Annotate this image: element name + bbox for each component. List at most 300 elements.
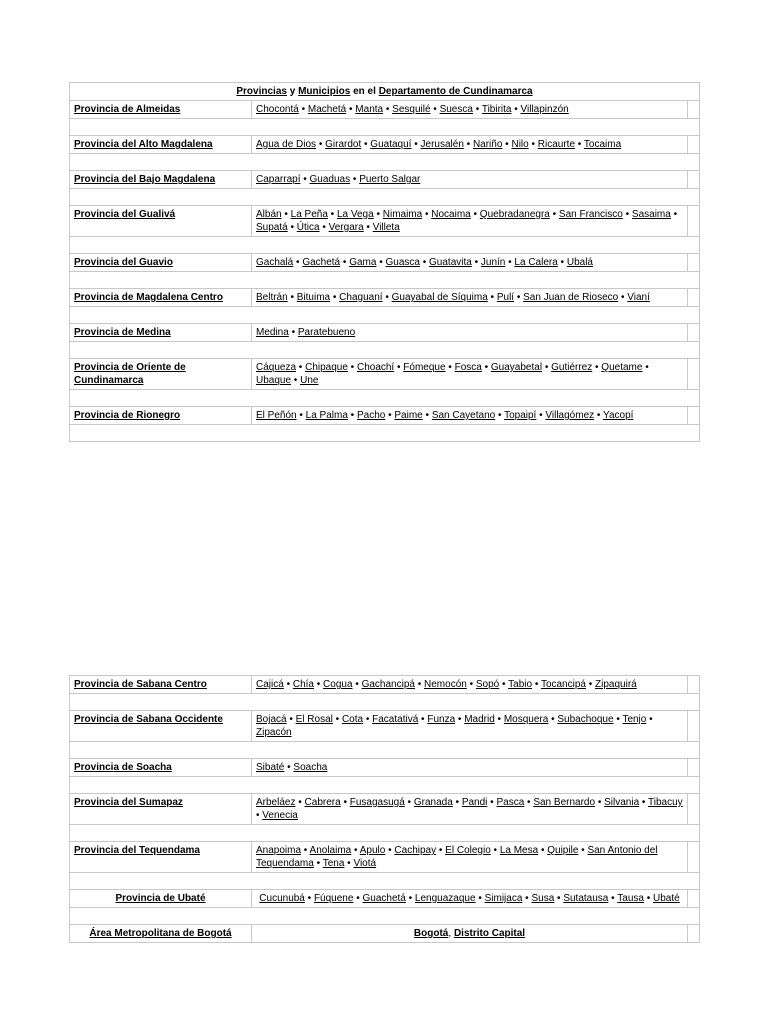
bullet-separator: • [594,410,604,421]
bullet-separator: • [295,797,305,808]
municipality-link-pandi[interactable]: Pandi [461,797,488,808]
bullet-separator: • [414,679,425,690]
bullet-separator: • [256,810,263,821]
municipality-link-guaduas[interactable]: Guaduas [309,174,351,185]
municipalities-cell [252,359,688,390]
municipality-link-sesquile[interactable]: Sesquilé [392,104,431,115]
bullet-separator: • [287,222,297,233]
municipalities-cell [252,407,688,425]
bullet-separator: • [340,257,350,268]
municipality-link-soacha[interactable]: Soacha [293,762,328,773]
municipalities-cell [252,842,688,873]
municipality-link-bituima[interactable]: Bituima [296,292,331,303]
municipality-link-la-vega[interactable]: La Vega [336,209,374,220]
bullet-separator: • [286,714,296,725]
spacer-row [70,742,700,759]
bullet-separator: • [316,139,326,150]
bullet-separator: • [670,209,678,220]
province-name-provincia-de-sabana-centro[interactable]: Provincia de Sabana Centro [70,676,252,694]
municipalities-cell [252,890,688,908]
spacer-row [70,307,700,324]
table-row [70,136,700,154]
empty-cell [688,890,700,908]
bullet-separator: • [404,797,414,808]
province-name-provincia-de-ubate[interactable]: Provincia de Ubaté [70,890,252,908]
municipality-link-cabrera[interactable]: Cabrera [304,797,341,808]
bullet-separator: • [313,858,323,869]
municipality-link-funza[interactable]: Funza [427,714,456,725]
empty-cell [688,759,700,777]
municipality-link-gutierrez[interactable]: Gutiérrez [551,362,593,373]
bullet-separator: • [300,174,310,185]
bullet-separator: • [304,893,314,904]
province-name-provincia-del-tequendama[interactable]: Provincia del Tequendama [70,842,252,873]
municipality-link-tocaima[interactable]: Tocaima [583,139,622,150]
municipality-link-venecia[interactable]: Venecia [262,810,298,821]
bullet-separator: • [445,362,455,373]
bullet-separator: • [472,104,482,115]
municipality-link-el-rosal[interactable]: El Rosal [295,714,333,725]
bullet-separator: • [502,139,512,150]
municipality-link-viota[interactable]: Viotá [353,858,377,869]
empty-cell [688,101,700,119]
municipality-link-yacopi[interactable]: Yacopí [603,410,634,421]
spacer-cell [70,119,700,136]
municipality-link-mosquera[interactable]: Mosquera [503,714,549,725]
municipality-link-junin[interactable]: Junín [480,257,506,268]
municipality-link-quetame[interactable]: Quetame [601,362,643,373]
table-row [70,359,700,390]
municipality-link-el-penon[interactable]: El Peñón [256,410,297,421]
municipality-link-san-cayetano[interactable]: San Cayetano [431,410,496,421]
bullet-separator: • [382,292,392,303]
municipality-link-villagomez[interactable]: Villagómez [545,410,595,421]
municipality-link-bogota[interactable]: Bogotá [413,928,449,939]
municipality-link-villeta[interactable]: Villeta [372,222,400,233]
municipality-link-simijaca[interactable]: Simijaca [484,893,523,904]
spacer-cell [70,425,700,442]
municipality-link-chipaque[interactable]: Chipaque [305,362,348,373]
bullet-separator: • [481,362,491,373]
municipality-link-jerusalen[interactable]: Jerusalén [420,139,464,150]
municipality-link-anolaima[interactable]: Anolaima [309,845,352,856]
bullet-separator: • [608,893,618,904]
bullet-separator: • [490,845,500,856]
municipality-link-facatativa[interactable]: Facatativá [372,714,419,725]
municipality-link-fomeque[interactable]: Fómeque [403,362,446,373]
municipality-link-tenjo[interactable]: Tenjo [622,714,647,725]
bullet-separator: • [524,797,534,808]
bullet-separator: • [283,679,293,690]
empty-cell [688,171,700,189]
municipality-link-vergara[interactable]: Vergara [328,222,364,233]
province-name-provincia-de-medina[interactable]: Provincia de Medina [70,324,252,342]
municipality-link-san-bernardo[interactable]: San Bernardo [533,797,596,808]
municipality-link-chia[interactable]: Chía [292,679,314,690]
bullet-separator: • [293,257,303,268]
empty-cell [688,324,700,342]
municipality-link-zipacon[interactable]: Zipacón [256,727,292,738]
bullet-separator: • [385,410,395,421]
municipality-link-cota[interactable]: Cota [341,714,364,725]
title-text-y: y [286,86,299,97]
spacer-cell [70,873,700,890]
municipalities-cell [252,324,688,342]
bullet-separator: • [595,797,605,808]
municipality-link-ricaurte[interactable]: Ricaurte [537,139,576,150]
province-name-provincia-de-oriente-de-cundinamarca[interactable]: Provincia de Oriente de Cundinamarca [70,359,252,390]
bullet-separator: • [373,209,383,220]
bullet-separator: • [422,209,432,220]
municipality-link-la-calera[interactable]: La Calera [514,257,558,268]
municipality-link-beltran[interactable]: Beltrán [256,292,288,303]
municipalities-cell [252,289,688,307]
table-row [70,794,700,825]
municipality-link-suesca[interactable]: Suesca [439,104,473,115]
municipalities-cell [252,136,688,154]
spacer-row [70,154,700,171]
empty-cell [688,289,700,307]
municipality-link-paratebueno[interactable]: Paratebueno [297,327,356,338]
municipality-link-tocancipa[interactable]: Tocancipá [540,679,586,690]
spacer-cell [70,307,700,324]
municipalities-cell [252,206,688,237]
municipality-link-supata[interactable]: Supatá [256,222,288,233]
municipality-link-susa[interactable]: Susa [531,893,555,904]
province-name-provincia-del-guavio[interactable]: Provincia del Guavio [70,254,252,272]
municipality-link-choconta[interactable]: Chocontá [256,104,299,115]
municipality-link-gachala[interactable]: Gachalá [256,257,294,268]
municipality-link-ubaque[interactable]: Ubaque [256,375,292,386]
bullet-separator: • [346,104,356,115]
municipality-link-chaguani[interactable]: Chaguaní [339,292,383,303]
spacer-row [70,425,700,442]
empty-cell [688,136,700,154]
bullet-separator: • [281,209,291,220]
bullet-separator: • [642,362,649,373]
empty-cell [688,206,700,237]
bullet-separator: • [646,714,653,725]
municipality-link-villapinzon[interactable]: Villapinzón [520,104,569,115]
province-name-provincia-del-gualiva[interactable]: Provincia del Gualivá [70,206,252,237]
municipality-link-tausa[interactable]: Tausa [617,893,644,904]
spacer-cell [70,777,700,794]
bullet-separator: • [376,257,386,268]
bullet-separator: • [452,797,462,808]
bullet-separator: • [494,714,504,725]
bullet-separator: • [471,257,481,268]
municipality-link-fosca[interactable]: Fosca [454,362,482,373]
bullet-separator: • [287,292,297,303]
municipality-link-guatavita[interactable]: Guatavita [429,257,472,268]
municipality-link-fusagasuga[interactable]: Fusagasugá [349,797,405,808]
municipality-link-granada[interactable]: Granada [413,797,453,808]
municipality-link-nemocon[interactable]: Nemocón [424,679,467,690]
empty-cell [688,407,700,425]
municipality-link-bojaca[interactable]: Bojacá [256,714,287,725]
spacer-cell [70,154,700,171]
municipality-link-la-pena[interactable]: La Peña [290,209,328,220]
municipality-link-nimaima[interactable]: Nimaima [382,209,423,220]
bullet-separator: • [455,714,465,725]
bullet-separator: • [405,893,415,904]
provinces-table-part-2 [69,675,700,943]
bullet-separator: • [475,893,485,904]
municipality-link-cachipay[interactable]: Cachipay [394,845,437,856]
spacer-cell [70,342,700,359]
title-link-municipios[interactable]: Municipios [298,86,351,97]
bullet-separator: • [618,292,628,303]
municipality-link-alban[interactable]: Albán [256,209,282,220]
municipality-link-subachoque[interactable]: Subachoque [557,714,614,725]
municipality-link-agua-de-dios[interactable]: Agua de Dios [256,139,317,150]
bullet-separator: • [347,410,357,421]
bullet-separator: • [394,362,404,373]
bullet-separator: • [487,797,497,808]
municipality-link-madrid[interactable]: Madrid [464,714,495,725]
municipality-link-caparrapi[interactable]: Caparrapí [256,174,301,185]
province-name-provincia-de-almeidas[interactable]: Provincia de Almeidas [70,101,252,119]
municipality-link-tena[interactable]: Tena [322,858,345,869]
bullet-separator: • [622,209,632,220]
municipality-link-lenguazaque[interactable]: Lenguazaque [414,893,476,904]
bullet-separator: • [347,362,357,373]
table-row [70,842,700,873]
spacer-cell [70,189,700,206]
bullet-separator: • [436,845,446,856]
table-row [70,254,700,272]
municipality-link-pasca[interactable]: Pasca [496,797,525,808]
empty-cell [688,794,700,825]
municipality-link-guayabetal[interactable]: Guayabetal [490,362,543,373]
bullet-separator: • [548,714,558,725]
bullet-separator: • [499,679,509,690]
spacer-cell [70,825,700,842]
bullet-separator: • [505,257,515,268]
municipality-link-cogua[interactable]: Cogua [323,679,353,690]
bullet-separator: • [296,362,306,373]
bullet-separator: • [327,209,337,220]
municipality-link-anapoima[interactable]: Anapoima [256,845,302,856]
bullet-separator: • [418,714,428,725]
table-row [70,101,700,119]
municipality-link-sasaima[interactable]: Sasaima [631,209,671,220]
bullet-separator: • [592,362,602,373]
municipality-link-gachancipa[interactable]: Gachancipá [361,679,415,690]
municipality-link-tabio[interactable]: Tabio [508,679,533,690]
bullet-separator: • [411,139,421,150]
title-link-departamento[interactable]: Departamento de Cundinamarca [378,86,533,97]
spacer-row [70,119,700,136]
table-row [70,925,700,943]
province-name-provincia-de-soacha[interactable]: Provincia de Soacha [70,759,252,777]
municipalities-cell [252,254,688,272]
empty-cell [688,925,700,943]
empty-cell [688,359,700,390]
table-row [70,676,700,694]
municipality-link-distrito-capital[interactable]: Distrito Capital [453,928,526,939]
bullet-separator: • [350,174,360,185]
spacer-row [70,825,700,842]
municipalities-cell [252,711,688,742]
municipality-link-macheta[interactable]: Machetá [307,104,347,115]
municipalities-cell [252,794,688,825]
spacer-row [70,390,700,407]
municipality-link-guataqui[interactable]: Guataquí [370,139,412,150]
municipality-link-fuquene[interactable]: Fúquene [313,893,354,904]
bullet-separator: • [284,762,294,773]
province-name-provincia-del-bajo-magdalena[interactable]: Provincia del Bajo Magdalena [70,171,252,189]
bullet-separator: • [383,104,393,115]
table-row [70,171,700,189]
spacer-row [70,237,700,254]
municipality-link-tibacuy[interactable]: Tibacuy [648,797,683,808]
page-two [69,675,699,943]
municipality-link-gacheta[interactable]: Gachetá [302,257,341,268]
table-row [70,890,700,908]
municipalities-cell [252,676,688,694]
table-row [70,324,700,342]
municipality-link-girardot[interactable]: Girardot [325,139,362,150]
municipality-link-san-juan-de-rioseco[interactable]: San Juan de Rioseco [523,292,619,303]
bullet-separator: • [291,375,301,386]
bullet-separator: • [330,292,340,303]
bullet-separator: • [532,679,541,690]
municipalities-cell [252,171,688,189]
bullet-separator: • [643,893,654,904]
municipality-link-viani[interactable]: Vianí [627,292,650,303]
bullet-separator: • [352,679,362,690]
empty-cell [688,254,700,272]
bullet-separator: • [514,292,524,303]
municipality-link-pacho[interactable]: Pacho [356,410,386,421]
spacer-cell [70,694,700,711]
bullet-separator: • [332,714,342,725]
municipality-link-cucunuba[interactable]: Cucunubá [259,893,305,904]
municipality-link-la-palma[interactable]: La Palma [305,410,348,421]
bullet-separator: • [575,139,584,150]
municipality-link-quebradanegra[interactable]: Quebradanegra [479,209,550,220]
bullet-separator: • [536,410,546,421]
province-name-provincia-del-alto-magdalena[interactable]: Provincia del Alto Magdalena [70,136,252,154]
table-row [70,407,700,425]
municipality-link-puerto-salgar[interactable]: Puerto Salgar [359,174,421,185]
spacer-row [70,908,700,925]
table-row [70,759,700,777]
table-title-row [70,83,700,101]
municipality-link-topaipi[interactable]: Topaipí [504,410,537,421]
municipality-link-une[interactable]: Une [300,375,319,386]
municipality-link-quipile[interactable]: Quipile [547,845,579,856]
title-link-provincias[interactable]: Provincias [236,86,287,97]
spacer-row [70,189,700,206]
municipality-link-manta[interactable]: Manta [355,104,384,115]
bullet-separator: • [363,714,373,725]
bullet-separator: • [538,845,548,856]
bullet-separator: • [578,845,588,856]
empty-cell [688,676,700,694]
bullet-separator: • [487,292,497,303]
bullet-separator: • [363,222,373,233]
bullet-separator: • [296,410,306,421]
bullet-separator: • [351,845,360,856]
spacer-row [70,694,700,711]
municipality-link-guasca[interactable]: Guasca [385,257,420,268]
table-row [70,289,700,307]
municipality-link-la-mesa[interactable]: La Mesa [499,845,539,856]
municipality-link-nocaima[interactable]: Nocaima [431,209,471,220]
province-name-provincia-del-sumapaz[interactable]: Provincia del Sumapaz [70,794,252,825]
bullet-separator: • [361,139,371,150]
municipality-link-arbelaez[interactable]: Arbeláez [256,797,296,808]
spacer-cell [70,742,700,759]
municipality-link-silvania[interactable]: Silvania [604,797,640,808]
bullet-separator: • [466,679,476,690]
table-title [70,83,700,101]
municipality-link-gama[interactable]: Gama [349,257,377,268]
spacer-row [70,272,700,289]
municipality-link-puli[interactable]: Pulí [496,292,515,303]
municipality-link-caqueza[interactable]: Cáqueza [256,362,297,373]
province-name-provincia-de-magdalena-centro[interactable]: Provincia de Magdalena Centro [70,289,252,307]
municipality-link-utica[interactable]: Útica [296,222,320,233]
municipality-link-medina[interactable]: Medina [256,327,289,338]
municipality-link-sutatausa[interactable]: Sutatausa [563,893,609,904]
bullet-separator: • [340,797,350,808]
municipality-link-zipaquira[interactable]: Zipaquirá [595,679,637,690]
bullet-separator: • [301,845,310,856]
bullet-separator: , [448,928,454,939]
bullet-separator: • [585,679,596,690]
municipality-link-san-antonio-del-tequendama[interactable]: San Antonio del Tequendama [256,845,658,869]
municipality-link-el-colegio[interactable]: El Colegio [445,845,491,856]
empty-cell [688,842,700,873]
municipality-link-guacheta[interactable]: Guachetá [362,893,406,904]
bullet-separator: • [298,104,308,115]
table-row [70,711,700,742]
municipality-link-ubala[interactable]: Ubalá [566,257,593,268]
spacer-cell [70,908,700,925]
municipality-link-san-francisco[interactable]: San Francisco [558,209,623,220]
municipality-link-paime[interactable]: Paime [394,410,423,421]
municipality-link-tibirita[interactable]: Tibirita [481,104,512,115]
province-name-area-metropolitana-de-bogota[interactable]: Área Metropolitana de Bogotá [70,925,252,943]
bullet-separator: • [542,362,552,373]
municipality-link-choachi[interactable]: Choachí [356,362,395,373]
bullet-separator: • [557,257,567,268]
municipality-link-cajica[interactable]: Cajicá [256,679,284,690]
municipality-link-apulo[interactable]: Apulo [359,845,386,856]
province-name-provincia-de-sabana-occidente[interactable]: Provincia de Sabana Occidente [70,711,252,742]
municipality-link-guayabal-de-siquima[interactable]: Guayabal de Síquima [391,292,488,303]
spacer-row [70,342,700,359]
bullet-separator: • [511,104,521,115]
spacer-cell [70,390,700,407]
municipality-link-sopo[interactable]: Sopó [475,679,500,690]
municipality-link-nilo[interactable]: Nilo [511,139,529,150]
bullet-separator: • [288,327,298,338]
bullet-separator: • [470,209,480,220]
spacer-cell [70,272,700,289]
province-name-provincia-de-rionegro[interactable]: Provincia de Rionegro [70,407,252,425]
municipality-link-narino[interactable]: Nariño [472,139,503,150]
municipality-link-sibate[interactable]: Sibaté [256,762,285,773]
municipality-link-ubate[interactable]: Ubaté [653,893,680,904]
spacer-row [70,777,700,794]
bullet-separator: • [522,893,532,904]
bullet-separator: • [463,139,473,150]
bullet-separator: • [430,104,440,115]
